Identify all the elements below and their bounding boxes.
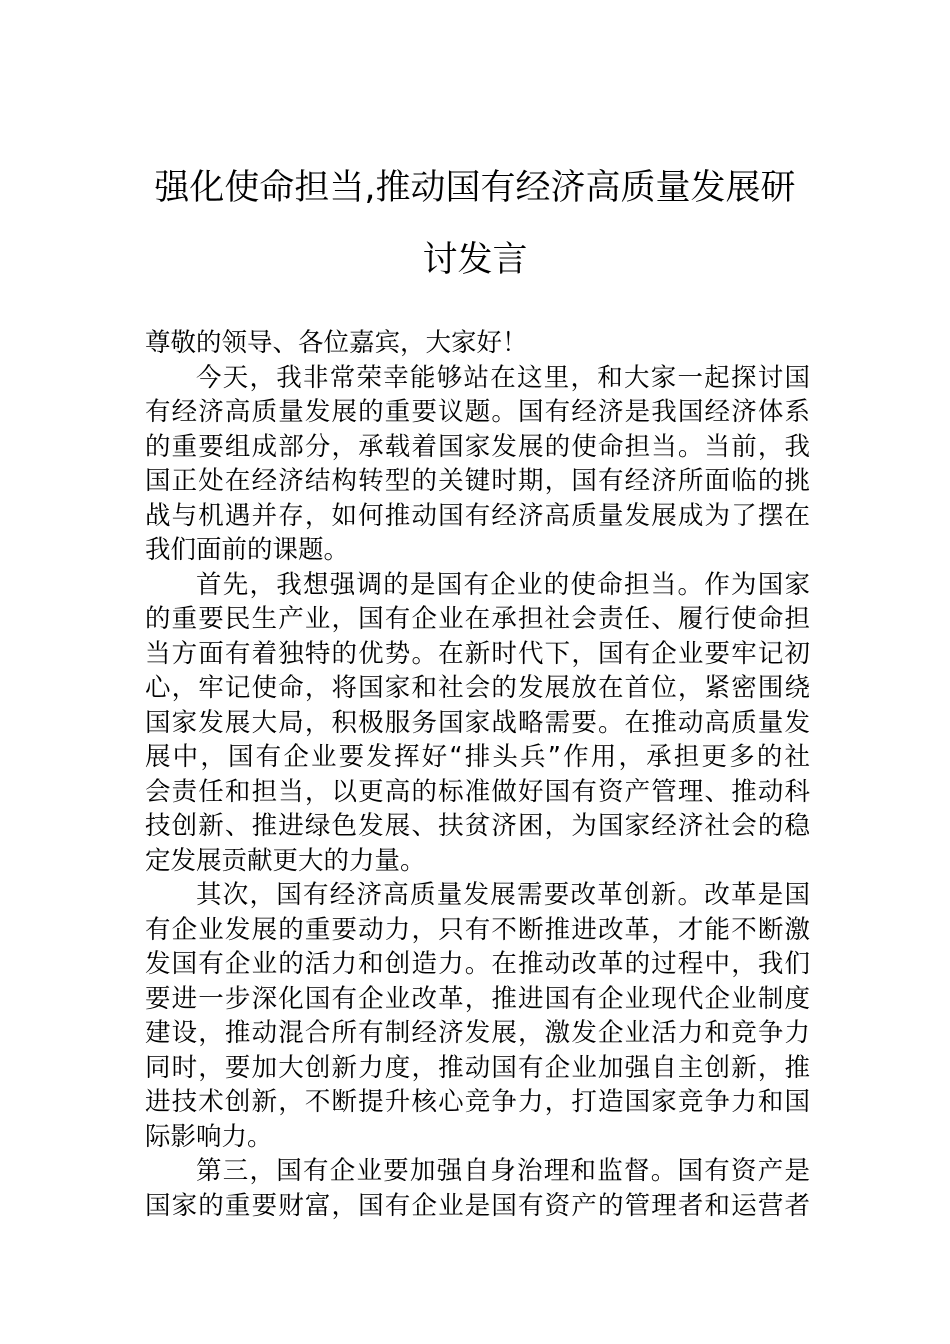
greeting-line: 尊敬的领导、各位嘉宾，大家好！	[145, 328, 528, 358]
paragraph-3-line-6: 同时，要加大创新力度，推动国有企业加强自主创新，推	[145, 1052, 810, 1083]
document-title-line-2: 讨发言	[422, 240, 528, 280]
paragraph-2-line-5: 国家发展大局，积极服务国家战略需要。在推动高质量发	[145, 707, 810, 738]
paragraph-1-line-2: 有经济高质量发展的重要议题。国有经济是我国经济体系	[145, 397, 810, 427]
paragraph-2-line-7: 会责任和担当，以更高的标准做好国有资产管理、推动科	[145, 776, 810, 807]
paragraph-1-line-6: 我们面前的课题。	[145, 535, 350, 565]
paragraph-3-line-8: 际影响力。	[145, 1121, 273, 1152]
paragraph-2-line-3: 当方面有着独特的优势。在新时代下，国有企业要牢记初	[145, 638, 810, 669]
paragraph-1-line-5: 战与机遇并存，如何推动国有经济高质量发展成为了摆在	[145, 500, 810, 531]
paragraph-2-line-1: 首先，我想强调的是国有企业的使命担当。作为国家	[196, 569, 810, 600]
paragraph-3-line-2: 有企业发展的重要动力，只有不断推进改革，才能不断激	[145, 914, 810, 945]
paragraph-2-line-6: 展中，国有企业要发挥好“排头兵”作用，承担更多的社	[145, 742, 810, 772]
paragraph-4-line-1: 第三，国有企业要加强自身治理和监督。国有资产是	[196, 1156, 810, 1186]
document-title-line-1: 强化使命担当,推动国有经济高质量发展研	[154, 168, 796, 208]
paragraph-2-line-8: 技创新、推进绿色发展、扶贫济困，为国家经济社会的稳	[145, 811, 810, 841]
paragraph-1-line-4: 国正处在经济结构转型的关键时期，国有经济所面临的挑	[145, 466, 810, 496]
paragraph-2-line-2: 的重要民生产业，国有企业在承担社会责任、履行使命担	[145, 604, 810, 634]
paragraph-2-line-9: 定发展贡献更大的力量。	[145, 845, 426, 876]
paragraph-3-line-5: 建设，推动混合所有制经济发展，激发企业活力和竞争力	[145, 1018, 810, 1048]
paragraph-3-line-1: 其次，国有经济高质量发展需要改革创新。改革是国	[196, 880, 810, 910]
paragraph-1-line-3: 的重要组成部分，承载着国家发展的使命担当。当前，我	[145, 431, 810, 462]
paragraph-3-line-7: 进技术创新，不断提升核心竞争力，打造国家竞争力和国	[145, 1087, 810, 1117]
paragraph-3-line-4: 要进一步深化国有企业改革，推进国有企业现代企业制度	[145, 983, 810, 1014]
document-body	[145, 326, 810, 1223]
paragraph-4-line-2: 国家的重要财富，国有企业是国有资产的管理者和运营者	[145, 1190, 810, 1221]
paragraph-2-line-4: 心，牢记使命，将国家和社会的发展放在首位，紧密围绕	[145, 673, 810, 703]
paragraph-3-line-3: 发国有企业的活力和创造力。在推动改革的过程中，我们	[145, 949, 810, 979]
paragraph-1-line-1: 今天，我非常荣幸能够站在这里，和大家一起探讨国	[196, 362, 810, 393]
